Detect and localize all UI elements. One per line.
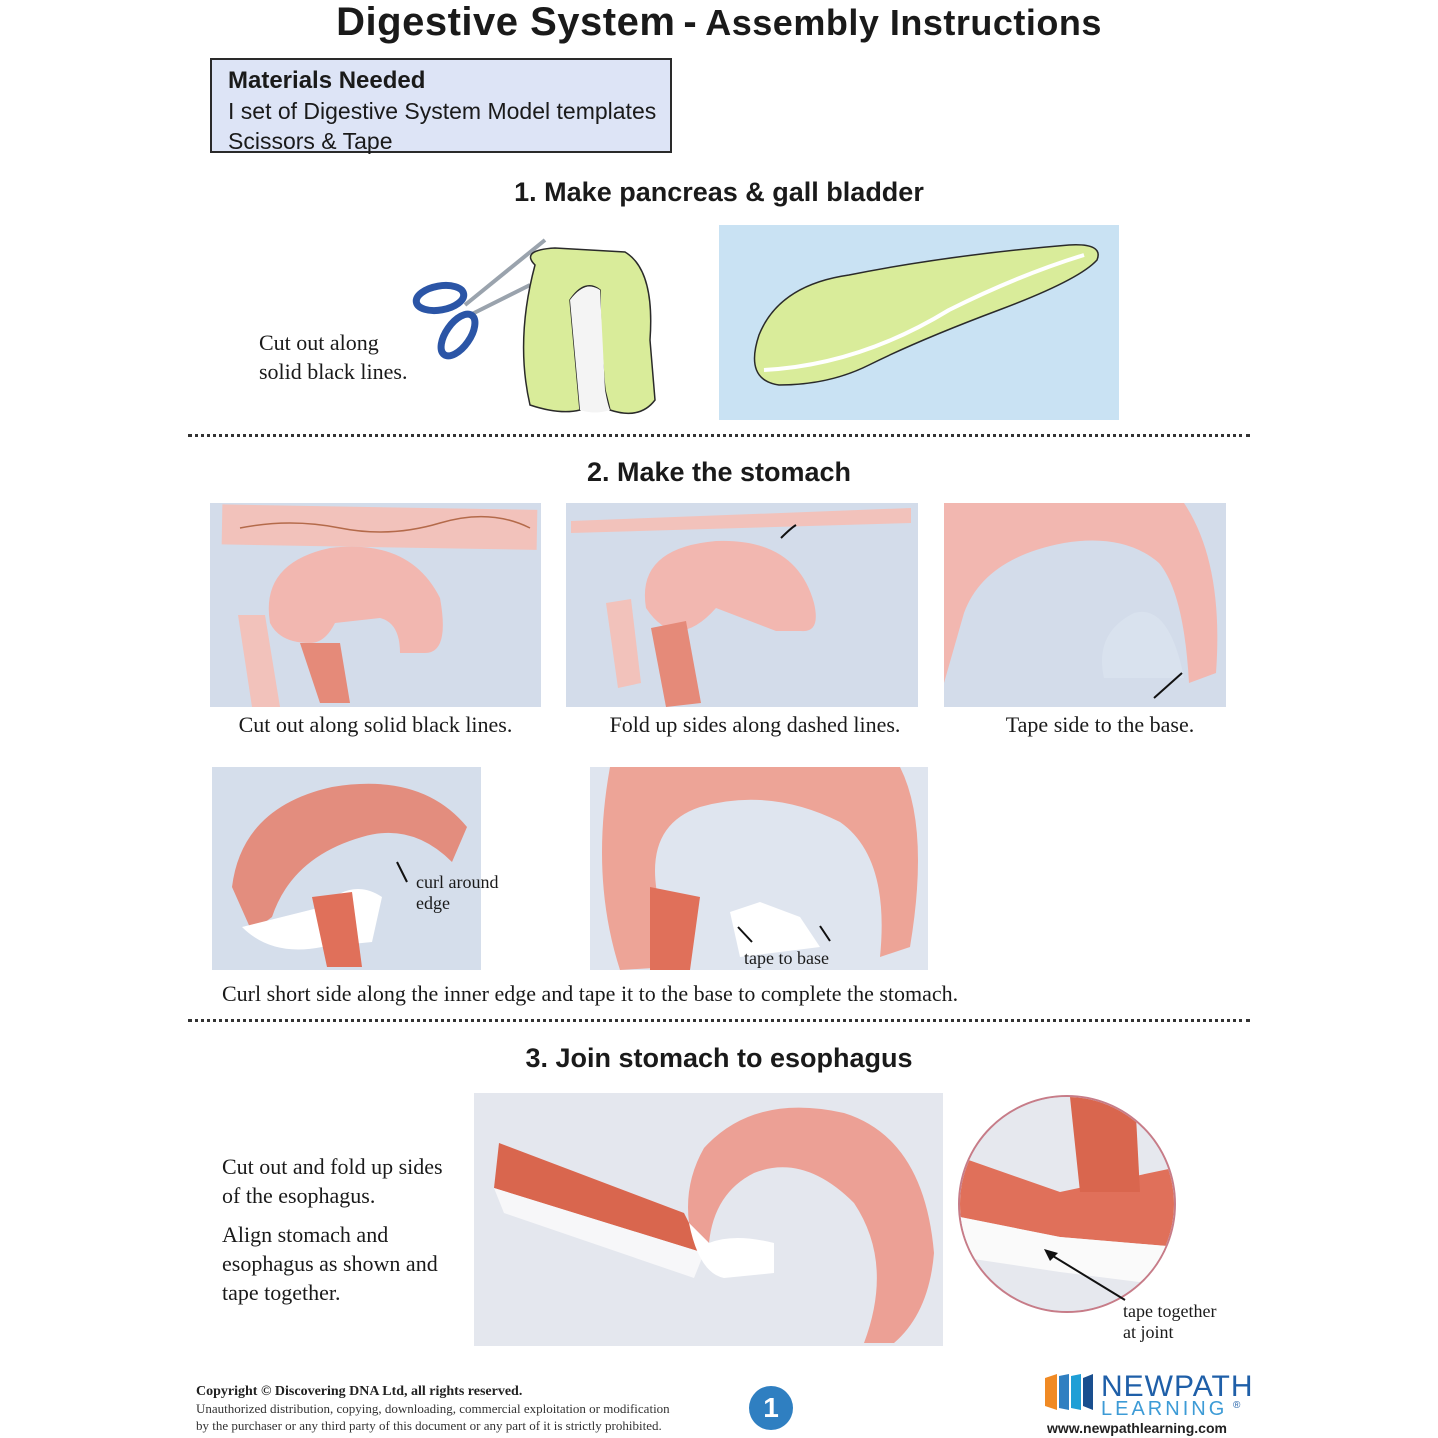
step3-caption-line: tape together. (222, 1280, 341, 1305)
materials-heading: Materials Needed (228, 67, 426, 94)
stomach-fold-photo (566, 503, 918, 707)
notice-line: by the purchaser or any third party of this document or any part of it is strictly prohibited. (196, 1418, 662, 1433)
step2-heading: 2. Make the stomach (586, 457, 852, 487)
footer-copyright (196, 1383, 670, 1434)
footer-url: www.newpathlearning.com (1047, 1420, 1227, 1436)
logo-learning: LEARNING (1101, 1398, 1228, 1420)
notice-line: Unauthorized distribution, copying, downloading, commercial exploitation or modification (196, 1401, 670, 1416)
step3-caption-line: Cut out and fold up sides (222, 1154, 443, 1179)
step3-caption-b (222, 1220, 438, 1307)
materials-item: Scissors & Tape (228, 128, 393, 154)
divider (188, 1019, 1250, 1022)
note-line: at joint (1123, 1322, 1174, 1342)
page-title (0, 0, 1438, 45)
step1-heading: 1. Make pancreas & gall bladder (514, 177, 924, 207)
step3-caption-a (222, 1152, 443, 1210)
title-main: Digestive System (336, 0, 676, 44)
note-line: curl around (416, 872, 499, 892)
step2-bottom-caption: Curl short side along the inner edge and tape it to the base to complete the stomach. (222, 981, 959, 1006)
step3-heading: 3. Join stomach to esophagus (525, 1043, 913, 1073)
note-line: tape together (1123, 1301, 1217, 1321)
note-curl (416, 872, 498, 914)
scissors-cutout-photo (410, 230, 660, 420)
title-sub: Assembly Instructions (705, 2, 1102, 43)
step2-caption: Cut out along solid black lines. (238, 712, 513, 737)
book-logo-icon (1043, 1372, 1095, 1412)
step3-caption-line: of the esophagus. (222, 1183, 376, 1208)
materials-item: I set of Digestive System Model templates (228, 98, 657, 124)
step3-caption-line: Align stomach and (222, 1222, 389, 1247)
stomach-tape-photo (944, 503, 1226, 707)
note-line: edge (416, 893, 450, 913)
step2-caption: Tape side to the base. (1005, 712, 1195, 737)
note-tape-joint (1123, 1301, 1216, 1343)
stomach-cutout-photo (210, 503, 541, 707)
logo-newpath: NEWPATH (1101, 1370, 1254, 1403)
materials-box (210, 58, 672, 153)
title-dash: - (683, 0, 698, 44)
pancreas-photo (719, 225, 1119, 420)
step2-caption: Fold up sides along dashed lines. (609, 712, 901, 737)
stomach-curl-photo (212, 767, 481, 970)
stomach-complete-photo (590, 767, 928, 970)
logo-registered: ® (1233, 1400, 1241, 1411)
newpath-logo (1043, 1370, 1254, 1438)
step3-caption-line: esophagus as shown and (222, 1251, 438, 1276)
note-tape-base: tape to base (744, 948, 829, 968)
step1-caption-line: solid black lines. (259, 359, 408, 384)
page-number-badge: 1 (749, 1386, 793, 1430)
divider (188, 434, 1250, 437)
step1-caption (259, 328, 407, 386)
stomach-esophagus-photo (474, 1093, 943, 1346)
copyright-line: Copyright © Discovering DNA Ltd, all rights reserved. (196, 1384, 523, 1399)
arrow-icon (1040, 1245, 1130, 1305)
step1-caption-line: Cut out along (259, 330, 379, 355)
